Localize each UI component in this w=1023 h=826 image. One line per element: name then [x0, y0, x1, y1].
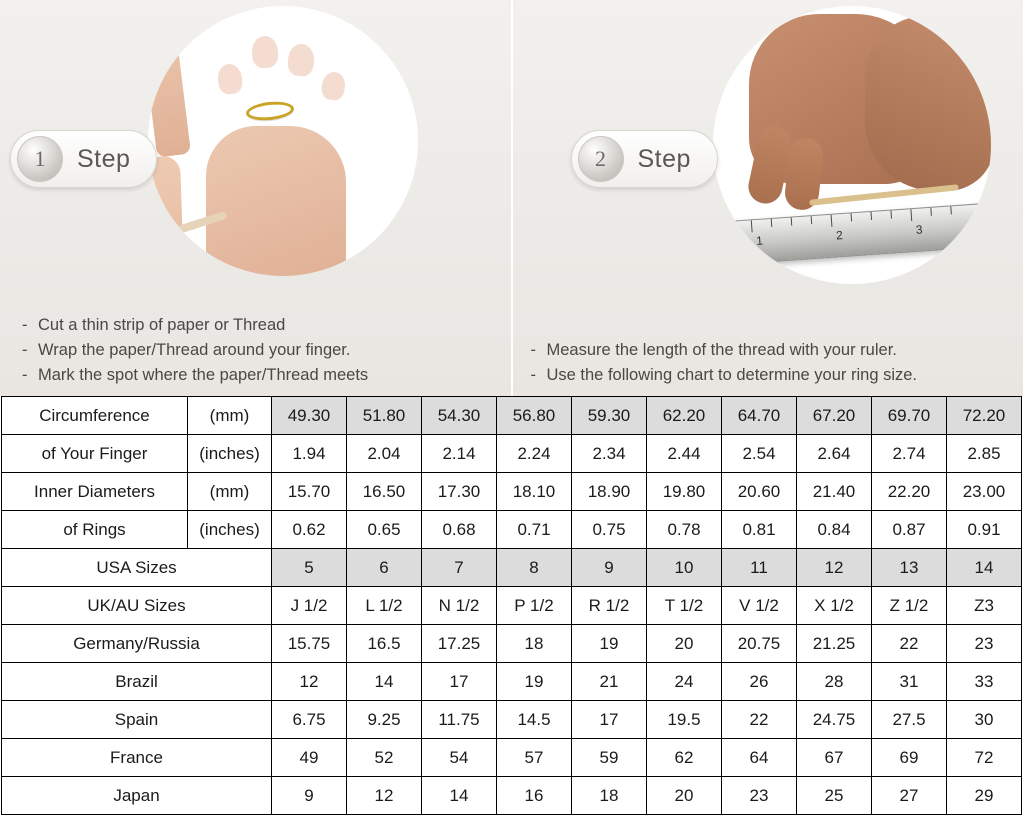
- instruction-text: Mark the spot where the paper/Thread meets: [38, 366, 369, 384]
- ruler-icon: [729, 203, 983, 264]
- instruction-text: Wrap the paper/Thread around your finger.: [38, 341, 351, 359]
- table-cell: 23.00: [947, 473, 1022, 511]
- table-cell: 5: [272, 549, 347, 587]
- step-number: 2: [578, 136, 624, 182]
- table-row: [2, 739, 1022, 777]
- table-cell: 0.78: [647, 511, 722, 549]
- bullet-dash-icon: -: [530, 366, 536, 384]
- table-cell: 18.10: [497, 473, 572, 511]
- table-cell: 2.24: [497, 435, 572, 473]
- table-row: [2, 549, 1022, 587]
- table-cell: 59.30: [572, 397, 647, 435]
- row-label: USA Sizes: [2, 549, 272, 587]
- table-cell: 20.60: [722, 473, 797, 511]
- table-cell: 9.25: [347, 701, 422, 739]
- instruction-line: [22, 363, 499, 388]
- ring-size-table: [1, 396, 1022, 815]
- hand-shape: [865, 16, 991, 191]
- table-cell: 17: [422, 663, 497, 701]
- table-row: [2, 777, 1022, 815]
- row-label: of Rings: [2, 511, 188, 549]
- table-cell: 2.14: [422, 435, 497, 473]
- table-cell: 69.70: [872, 397, 947, 435]
- table-cell: 2.34: [572, 435, 647, 473]
- row-unit: (inches): [188, 435, 272, 473]
- table-cell: 0.65: [347, 511, 422, 549]
- table-cell: 22.20: [872, 473, 947, 511]
- table-cell: 15.70: [272, 473, 347, 511]
- table-cell: 62.20: [647, 397, 722, 435]
- fingernail-shape: [251, 36, 278, 69]
- row-label: Inner Diameters: [2, 473, 188, 511]
- table-cell: 1.94: [272, 435, 347, 473]
- row-unit: (inches): [188, 511, 272, 549]
- table-cell: 19.80: [647, 473, 722, 511]
- step-badge-2: [571, 130, 718, 188]
- table-cell: 31: [872, 663, 947, 701]
- table-row: [2, 663, 1022, 701]
- table-cell: 16: [497, 777, 572, 815]
- table-cell: 24.75: [797, 701, 872, 739]
- step-badge-1: [10, 130, 157, 188]
- table-cell: 21: [572, 663, 647, 701]
- step-1-photo: [148, 6, 418, 276]
- table-cell: 64: [722, 739, 797, 777]
- table-cell: 17.30: [422, 473, 497, 511]
- table-cell: 18: [497, 625, 572, 663]
- ruler-mark: 2: [835, 228, 843, 243]
- hands-ruler-illustration: [713, 6, 991, 284]
- table-cell: 23: [722, 777, 797, 815]
- table-row: [2, 511, 1022, 549]
- table-cell: 17.25: [422, 625, 497, 663]
- instruction-text: Measure the length of the thread with your ruler.: [546, 341, 897, 359]
- bullet-dash-icon: -: [22, 366, 28, 384]
- step-1-instructions: [22, 313, 499, 388]
- ruler-mark: 1: [755, 233, 763, 249]
- steps-section: [0, 0, 1023, 396]
- table-cell: 0.81: [722, 511, 797, 549]
- table-cell: 19.5: [647, 701, 722, 739]
- table-cell: 52: [347, 739, 422, 777]
- row-label: UK/AU Sizes: [2, 587, 272, 625]
- finger-shape: [148, 6, 191, 158]
- table-cell: 67.20: [797, 397, 872, 435]
- table-cell: 18: [572, 777, 647, 815]
- table-cell: 20.75: [722, 625, 797, 663]
- table-cell: 24: [647, 663, 722, 701]
- table-cell: 51.80: [347, 397, 422, 435]
- instruction-line: [22, 313, 499, 338]
- table-cell: 72: [947, 739, 1022, 777]
- row-label: of Your Finger: [2, 435, 188, 473]
- table-cell: 25: [797, 777, 872, 815]
- table-cell: 17: [572, 701, 647, 739]
- table-cell: 14.5: [497, 701, 572, 739]
- table-cell: L 1/2: [347, 587, 422, 625]
- table-cell: 0.84: [797, 511, 872, 549]
- thread-around-finger: [245, 100, 295, 123]
- table-cell: 19: [572, 625, 647, 663]
- table-cell: 18.90: [572, 473, 647, 511]
- table-cell: 10: [647, 549, 722, 587]
- table-cell: 72.20: [947, 397, 1022, 435]
- step-2-photo: [713, 6, 991, 284]
- table-cell: 0.87: [872, 511, 947, 549]
- ruler-mark: 3: [914, 222, 923, 237]
- hand-illustration: [148, 6, 418, 276]
- table-cell: 9: [572, 549, 647, 587]
- table-cell: Z 1/2: [872, 587, 947, 625]
- table-cell: 12: [347, 777, 422, 815]
- row-label: Spain: [2, 701, 272, 739]
- table-cell: X 1/2: [797, 587, 872, 625]
- row-label: Germany/Russia: [2, 625, 272, 663]
- table-cell: 69: [872, 739, 947, 777]
- table-cell: 54: [422, 739, 497, 777]
- table-cell: 7: [422, 549, 497, 587]
- table-row: [2, 625, 1022, 663]
- table-cell: 29: [947, 777, 1022, 815]
- table-cell: 21.40: [797, 473, 872, 511]
- bullet-dash-icon: -: [22, 341, 28, 359]
- fingernail-shape: [287, 43, 315, 76]
- table-cell: 56.80: [497, 397, 572, 435]
- table-cell: 28: [797, 663, 872, 701]
- step-number: 1: [17, 136, 63, 182]
- row-label: Japan: [2, 777, 272, 815]
- table-cell: 11: [722, 549, 797, 587]
- table-cell: 16.50: [347, 473, 422, 511]
- table-cell: J 1/2: [272, 587, 347, 625]
- table-cell: 62: [647, 739, 722, 777]
- table-cell: 11.75: [422, 701, 497, 739]
- table-cell: 0.91: [947, 511, 1022, 549]
- instruction-line: [531, 363, 1012, 388]
- instruction-line: [22, 338, 499, 363]
- table-cell: 15.75: [272, 625, 347, 663]
- table-row: [2, 435, 1022, 473]
- palm-shape: [206, 126, 346, 276]
- table-cell: 26: [722, 663, 797, 701]
- table-cell: 2.74: [872, 435, 947, 473]
- table-cell: T 1/2: [647, 587, 722, 625]
- table-cell: P 1/2: [497, 587, 572, 625]
- table-cell: 54.30: [422, 397, 497, 435]
- table-cell: 6: [347, 549, 422, 587]
- table-cell: 12: [797, 549, 872, 587]
- table-cell: 27.5: [872, 701, 947, 739]
- table-cell: Z3: [947, 587, 1022, 625]
- row-unit: (mm): [188, 473, 272, 511]
- table-cell: 0.75: [572, 511, 647, 549]
- table-cell: 12: [272, 663, 347, 701]
- table-cell: 14: [347, 663, 422, 701]
- step-label: Step: [77, 144, 131, 173]
- row-unit: (mm): [188, 397, 272, 435]
- table-cell: 13: [872, 549, 947, 587]
- row-label: Brazil: [2, 663, 272, 701]
- table-row: [2, 701, 1022, 739]
- table-cell: 0.62: [272, 511, 347, 549]
- table-row: [2, 473, 1022, 511]
- table-cell: 64.70: [722, 397, 797, 435]
- table-cell: 0.71: [497, 511, 572, 549]
- table-cell: V 1/2: [722, 587, 797, 625]
- table-cell: 2.85: [947, 435, 1022, 473]
- table-cell: 21.25: [797, 625, 872, 663]
- table-cell: 0.68: [422, 511, 497, 549]
- instruction-line: [531, 338, 1012, 363]
- table-cell: 2.44: [647, 435, 722, 473]
- table-cell: 8: [497, 549, 572, 587]
- table-cell: 30: [947, 701, 1022, 739]
- table-cell: R 1/2: [572, 587, 647, 625]
- step-2-instructions: [531, 338, 1012, 388]
- table-cell: 57: [497, 739, 572, 777]
- table-cell: 2.54: [722, 435, 797, 473]
- table-cell: 27: [872, 777, 947, 815]
- table-cell: 20: [647, 777, 722, 815]
- table-cell: 19: [497, 663, 572, 701]
- table-cell: 14: [947, 549, 1022, 587]
- thread-strip: [809, 184, 959, 206]
- bullet-dash-icon: -: [530, 341, 536, 359]
- table-cell: 9: [272, 777, 347, 815]
- bullet-dash-icon: -: [22, 316, 28, 334]
- table-cell: 2.04: [347, 435, 422, 473]
- row-label: Circumference: [2, 397, 188, 435]
- table-cell: 23: [947, 625, 1022, 663]
- step-panel-2: [513, 0, 1023, 396]
- table-cell: 33: [947, 663, 1022, 701]
- finger-shape: [148, 155, 186, 276]
- table-cell: 22: [722, 701, 797, 739]
- table-cell: 14: [422, 777, 497, 815]
- instruction-text: Use the following chart to determine your ring size.: [546, 366, 918, 384]
- table-row: [2, 397, 1022, 435]
- table-cell: N 1/2: [422, 587, 497, 625]
- table-cell: 20: [647, 625, 722, 663]
- table-cell: 6.75: [272, 701, 347, 739]
- table-cell: 2.64: [797, 435, 872, 473]
- table-cell: 22: [872, 625, 947, 663]
- table-cell: 59: [572, 739, 647, 777]
- step-label: Step: [637, 144, 691, 173]
- table-cell: 49.30: [272, 397, 347, 435]
- table-cell: 49: [272, 739, 347, 777]
- row-label: France: [2, 739, 272, 777]
- fingernail-shape: [320, 71, 347, 102]
- table-cell: 16.5: [347, 625, 422, 663]
- table-cell: 67: [797, 739, 872, 777]
- step-panel-1: [0, 0, 513, 396]
- fingernail-shape: [216, 63, 243, 96]
- table-row: [2, 587, 1022, 625]
- instruction-text: Cut a thin strip of paper or Thread: [38, 316, 286, 334]
